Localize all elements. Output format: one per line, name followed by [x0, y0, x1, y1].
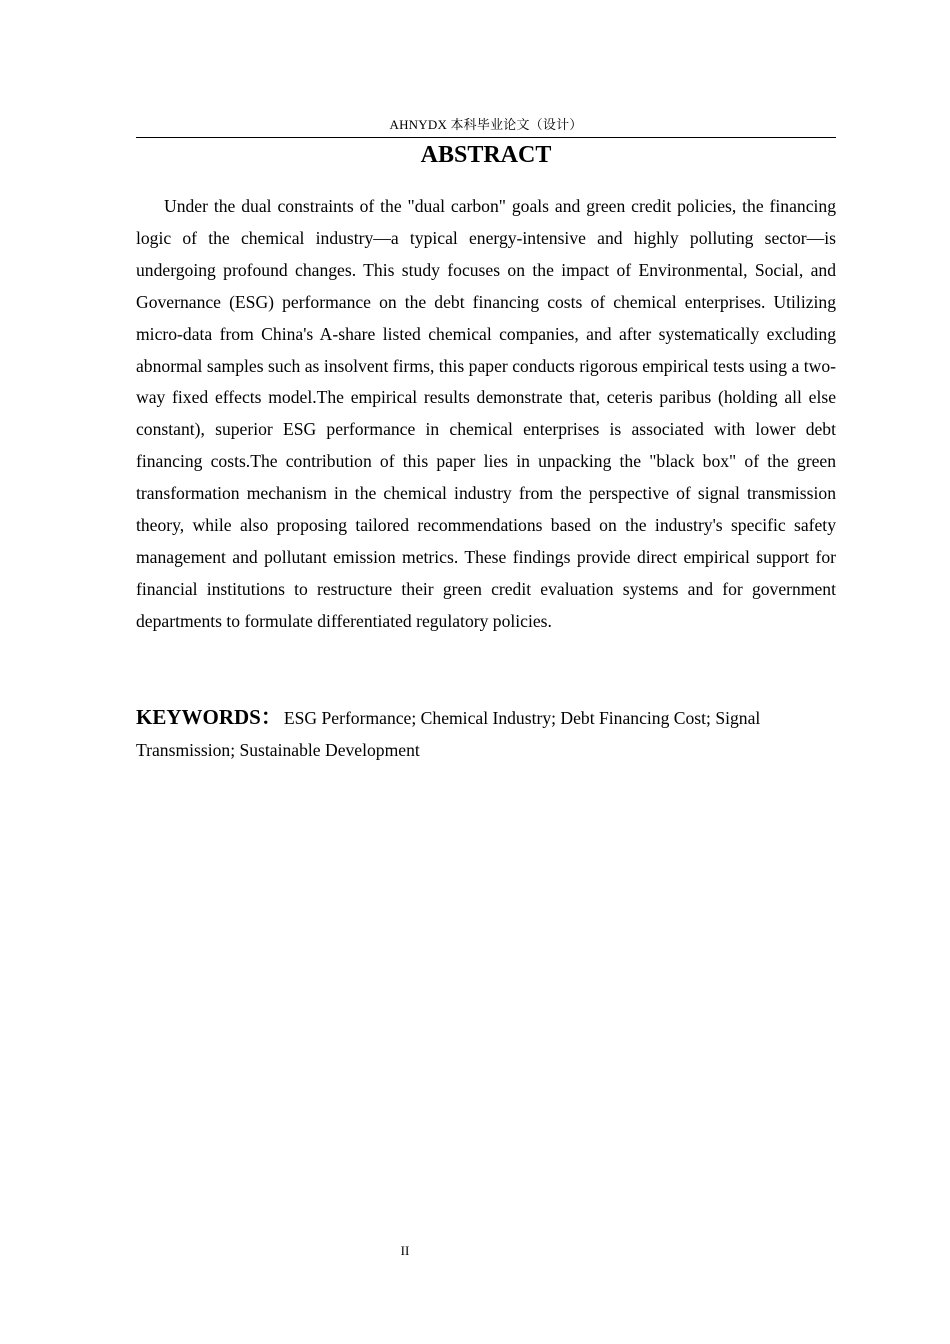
running-header: AHNYDX 本科毕业论文（设计） — [389, 117, 583, 132]
abstract-body: Under the dual constraints of the "dual carbon" goals and green credit policies, the financing logic of the chemical industry—a typical energy-intensive and highly polluting sector—is undergoing profound changes. This study focuses on the impact of Environmental, Social, and Governance (ESG) performance on the debt financing costs of chemical enterprises. Utilizing micro-data from China's A-share listed chemical companies, and after systematically excluding abnormal samples such as insolvent firms, this paper conducts rigorous empirical tests using a two-way fixed effects model.The empirical results demonstrate that, ceteris paribus (holding all else constant), superior ESG performance in chemical enterprises is associated with lower debt financing costs.The contribution of this paper lies in unpacking the "black box" of the green transformation mechanism in the chemical industry from the perspective of signal transmission theory, while also proposing tailored recommendations based on the industry's specific safety management and pollutant emission metrics. These findings provide direct empirical support for financial institutions to restructure their green credit evaluation systems and for government departments to formulate differentiated regulatory policies. — [136, 196, 836, 631]
keywords-text: ESG Performance; Chemical Industry; Debt Financing Cost; Signal Transmission; Sustainable Development — [136, 708, 761, 760]
keywords-label: KEYWORDS： — [136, 705, 282, 729]
keywords-paragraph — [136, 701, 836, 766]
abstract-title: ABSTRACT — [420, 142, 552, 168]
header-divider — [136, 137, 836, 138]
page-number: II — [400, 1243, 410, 1258]
